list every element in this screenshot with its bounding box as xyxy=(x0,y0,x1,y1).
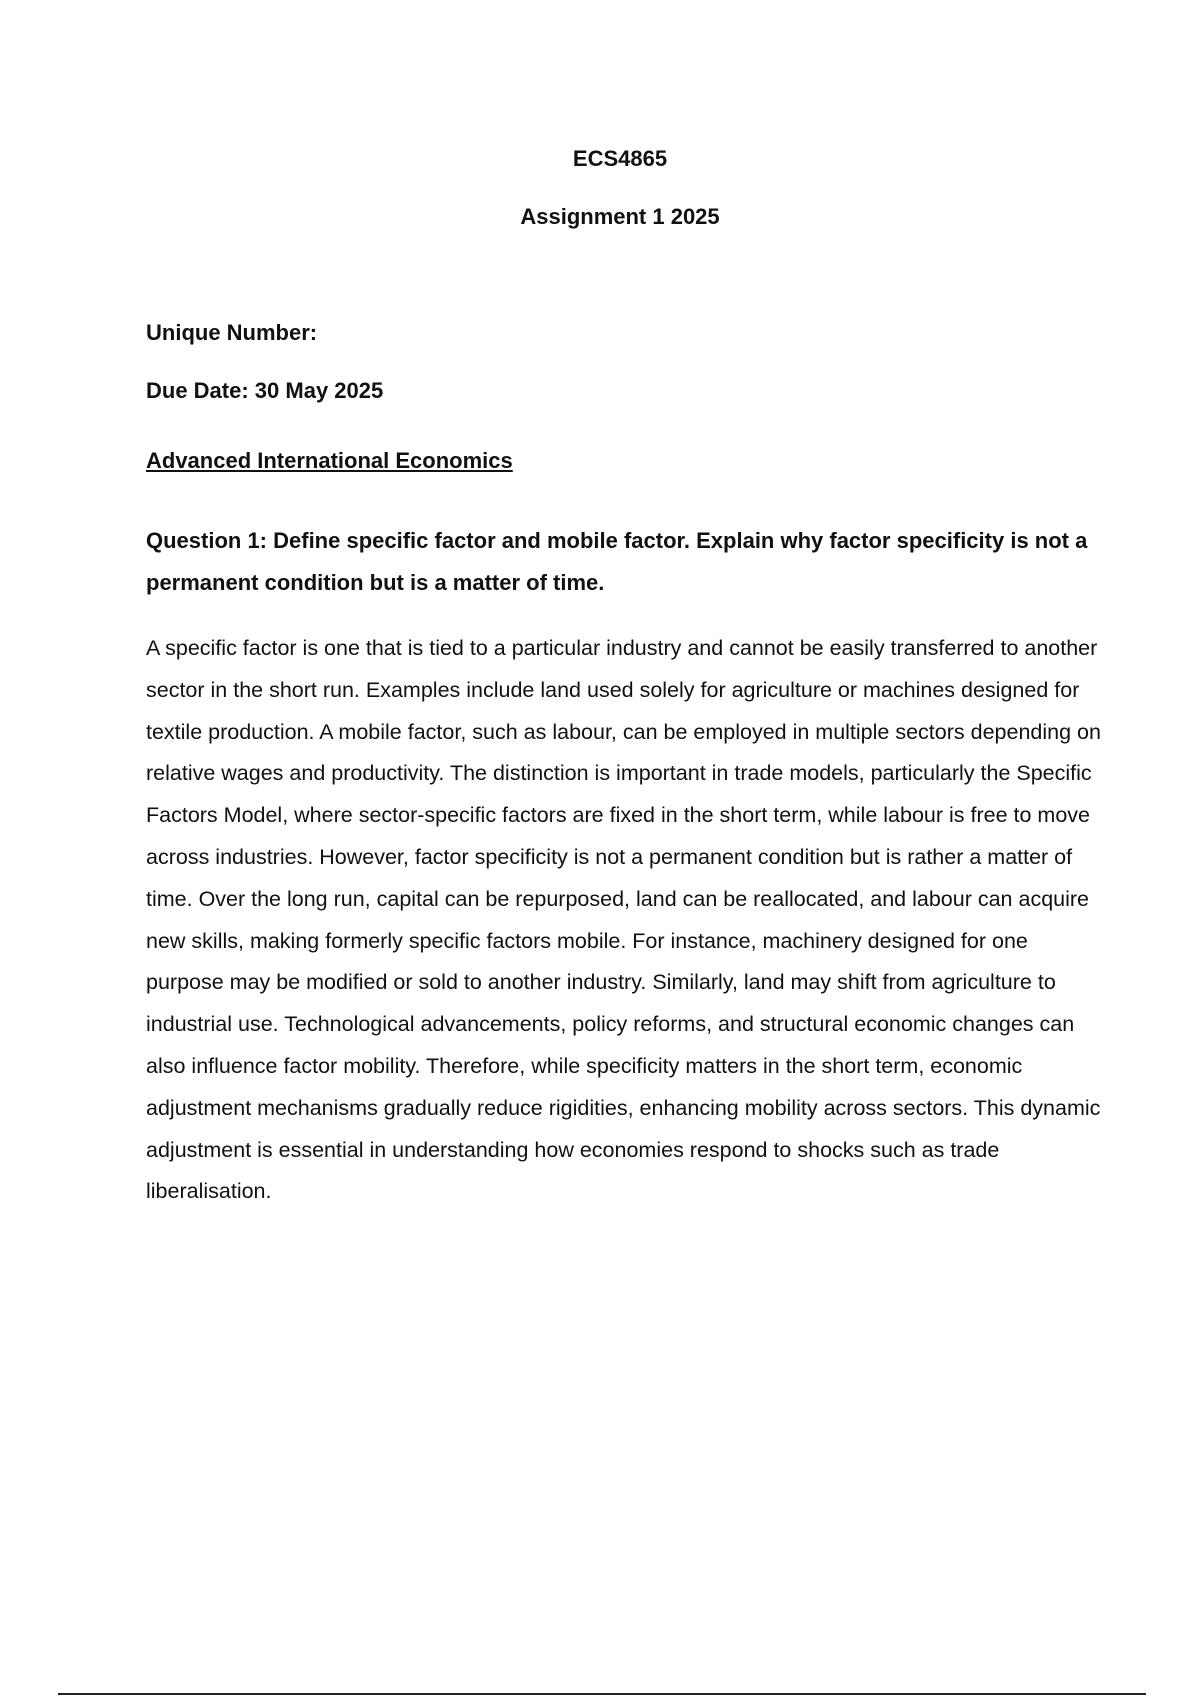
unique-number-label: Unique Number: xyxy=(146,320,318,345)
answer-paragraph: A specific factor is one that is tied to a particular industry and cannot be easily transferred to another sector in the short run. Examples include land used solely for agriculture or machines designed for textile production. A mobile factor, such as labour, can be employed in multiple sectors depending on relative wages and productivity. The distinction is important in trade models, particularly the Specific Factors Model, where sector-specific factors are fixed in the short term, while labour is free to move across industries. However, factor specificity is not a permanent condition but is rather a matter of time. Over the long run, capital can be repurposed, land can be reallocated, and labour can acquire new skills, making formerly specific factors mobile. For instance, machinery designed for one purpose may be modified or sold to another industry. Similarly, land may shift from agriculture to industrial use. Technological advancements, policy reforms, and structural economic changes can also influence factor mobility. Therefore, while specificity matters in the short term, economic adjustment mechanisms gradually reduce rigidities, enhancing mobility across sectors. This dynamic adjustment is essential in understanding how economies respond to shocks such as trade liberalisation. xyxy=(146,636,1101,1204)
module-title: Advanced International Economics xyxy=(146,448,513,473)
course-code: ECS4865 xyxy=(572,146,668,171)
due-date: Due Date: 30 May 2025 xyxy=(146,378,384,403)
assignment-title: Assignment 1 2025 xyxy=(520,204,720,229)
bottom-rule xyxy=(58,1693,1146,1695)
question-text: Question 1: Define specific factor and mobile factor. Explain why factor specificity is not a permanent condition but is a matter of time. xyxy=(146,528,1088,595)
